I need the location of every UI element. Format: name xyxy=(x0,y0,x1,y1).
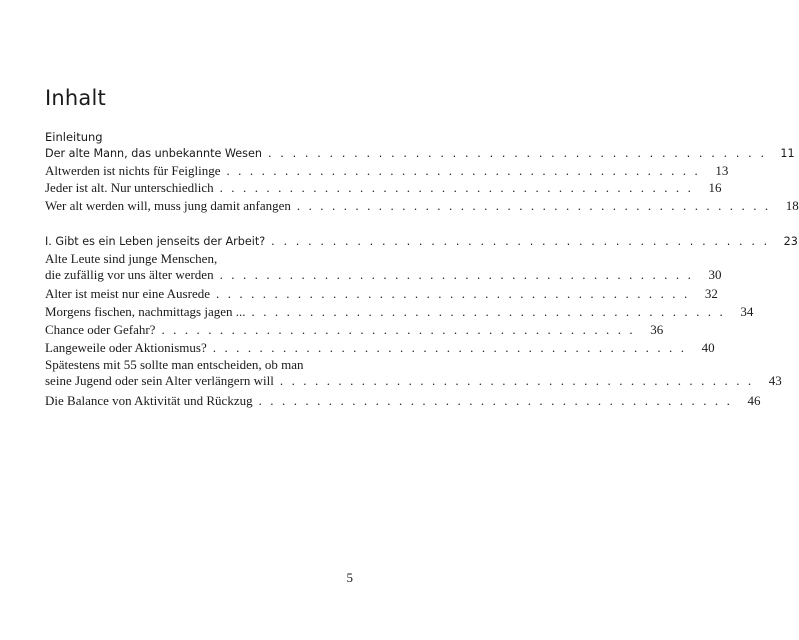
toc-entry-page: 32 xyxy=(704,286,718,301)
toc-entry-page: 34 xyxy=(740,304,754,319)
toc-entry-page: 40 xyxy=(701,340,715,355)
toc-leader-dots: . . . . . . . . . . . . . . . . . . . . . . . . . . . . . . . . . . . . . . . . . xyxy=(212,340,687,355)
section-label-einleitung: Einleitung xyxy=(45,130,103,144)
toc-entry xyxy=(45,357,782,389)
toc-entry-title: seine Jugend oder sein Alter verlängern will xyxy=(45,373,274,388)
toc-entry xyxy=(45,304,754,320)
toc-entry-title: I. Gibt es ein Leben jenseits der Arbeit? xyxy=(45,235,266,248)
toc-entry-title-line1: Spätestens mit 55 sollte man entscheiden, ob man xyxy=(45,357,304,372)
toc-entry-page: 18 xyxy=(785,198,799,213)
toc-leader-dots: . . . . . . . . . . . . . . . . . . . . . . . . . . . . . . . . . . . . . . . . . xyxy=(216,286,690,301)
toc-entry-title: die zufällig vor uns älter werden xyxy=(45,267,214,282)
toc-leader-dots: . . . . . . . . . . . . . . . . . . . . . . . . . . . . . . . . . . . . . . . . . xyxy=(251,304,726,319)
toc-leader-dots: . . . . . . . . . . . . . . . . . . . . . . . . . . . . . . . . . . . . . . . . . xyxy=(279,373,754,388)
page-title: Inhalt xyxy=(45,86,106,110)
toc-entry xyxy=(45,322,664,338)
toc-entry xyxy=(45,393,761,409)
toc-entry-title: Jeder ist alt. Nur unterschiedlich xyxy=(45,180,214,195)
toc-entry-title-line1: Alte Leute sind junge Menschen, xyxy=(45,251,218,266)
toc-entry-page: 36 xyxy=(650,322,664,337)
toc-chapter-heading xyxy=(45,234,798,250)
toc-leader-dots: . . . . . . . . . . . . . . . . . . . . . . . . . . . . . . . . . . . . . . . . . xyxy=(226,163,701,178)
toc-entry-title: Wer alt werden will, muss jung damit anfangen xyxy=(45,198,291,213)
toc-leader-dots: . . . . . . . . . . . . . . . . . . . . . . . . . . . . . . . . . . . . . . . . . xyxy=(271,235,770,248)
toc-entry xyxy=(45,180,722,196)
toc-entry-title: Der alte Mann, das unbekannte Wesen xyxy=(45,147,262,160)
toc-leader-dots: . . . . . . . . . . . . . . . . . . . . . . . . . . . . . . . . . . . . . . . . . xyxy=(268,147,767,160)
toc-entry-title: Altwerden ist nichts für Feiglinge xyxy=(45,163,221,178)
toc-entry-page: 46 xyxy=(747,393,761,408)
toc-entry-title: Morgens fischen, nachmittags jagen ... xyxy=(45,304,246,319)
toc-entry-title: Chance oder Gefahr? xyxy=(45,322,156,337)
toc-entry-page: 13 xyxy=(715,163,729,178)
toc-entry-page: 43 xyxy=(768,373,782,388)
toc-entry xyxy=(45,146,795,162)
toc-entry-page: 16 xyxy=(708,180,722,195)
toc-entry xyxy=(45,163,729,179)
toc-entry-page: 23 xyxy=(783,235,798,248)
toc-entry xyxy=(45,198,799,214)
toc-entry-title: Langeweile oder Aktionismus? xyxy=(45,340,207,355)
toc-entry-page: 11 xyxy=(780,147,795,160)
toc-entry xyxy=(45,251,722,283)
toc-entry-title: Alter ist meist nur eine Ausrede xyxy=(45,286,210,301)
toc-entry-title: Die Balance von Aktivität und Rückzug xyxy=(45,393,253,408)
toc-leader-dots: . . . . . . . . . . . . . . . . . . . . . . . . . . . . . . . . . . . . . . . . . xyxy=(219,180,694,195)
toc-entry xyxy=(45,286,718,302)
toc-leader-dots: . . . . . . . . . . . . . . . . . . . . . . . . . . . . . . . . . . . . . . . . . xyxy=(296,198,771,213)
toc-leader-dots: . . . . . . . . . . . . . . . . . . . . . . . . . . . . . . . . . . . . . . . . . xyxy=(219,267,694,282)
toc-leader-dots: . . . . . . . . . . . . . . . . . . . . . . . . . . . . . . . . . . . . . . . . . xyxy=(258,393,733,408)
toc-entry xyxy=(45,340,715,356)
toc-entry-page: 30 xyxy=(708,267,722,282)
page-number: 5 xyxy=(346,570,353,585)
toc-leader-dots: . . . . . . . . . . . . . . . . . . . . . . . . . . . . . . . . . . . . . . . . . xyxy=(161,322,636,337)
